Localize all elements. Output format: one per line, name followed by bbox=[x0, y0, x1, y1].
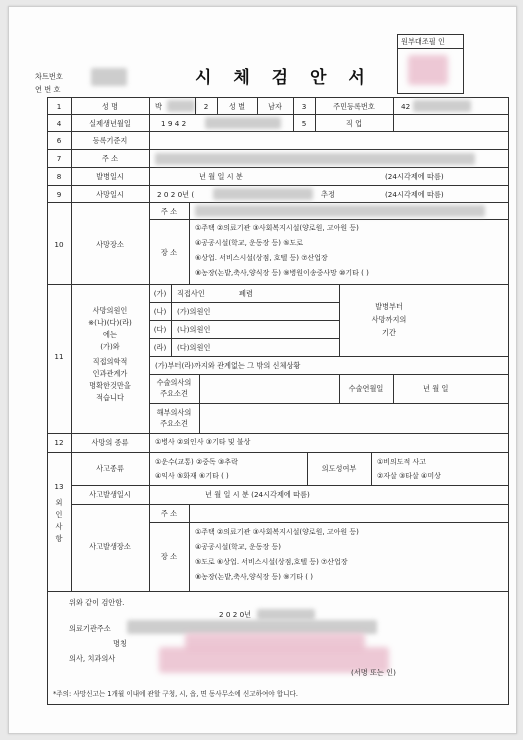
row-number: 12 bbox=[54, 438, 64, 447]
cause-na-marker: (나) bbox=[153, 307, 167, 316]
name-label: 성 명 bbox=[101, 102, 119, 111]
row-number: 13 bbox=[54, 482, 64, 491]
surgery-date-label: 수술연월일 bbox=[348, 384, 384, 393]
serial-number-label: 연 번 호 bbox=[35, 85, 61, 94]
interval-label-1: 발병부터 bbox=[375, 302, 403, 311]
redacted-death-date bbox=[213, 188, 313, 200]
death-place-address-label: 주 소 bbox=[160, 207, 178, 216]
death-place-options-4: ⑧농장(논밭,축사,양식장 등) ⑨병원이송중사망 ⑩기타 ( ) bbox=[195, 269, 369, 277]
accident-place-options-2: ④공공시설(학교, 운동장 등) bbox=[195, 543, 282, 551]
cause-ga-value: 폐렴 bbox=[239, 289, 253, 298]
birth-date-label: 실제생년월일 bbox=[89, 119, 131, 128]
occupation-label: 직 업 bbox=[345, 119, 363, 128]
redacted-id-number bbox=[413, 100, 471, 112]
death-place-options-2: ④공공시설(학교, 운동장 등) ⑤도로 bbox=[195, 239, 304, 247]
document-title: 시 체 검 안 서 bbox=[195, 68, 373, 88]
intent-label: 의도성여부 bbox=[321, 464, 357, 473]
death-date-value: 2 0 2 0년 ( bbox=[157, 190, 195, 199]
accident-place-label: 사고발생장소 bbox=[89, 542, 131, 551]
intent-options-2: ②자살 ③타살 ④미상 bbox=[377, 472, 441, 480]
row-number: 4 bbox=[56, 119, 62, 128]
death-place-type-label: 장 소 bbox=[160, 248, 178, 257]
cause-label-7: 명확한것만을 bbox=[89, 381, 131, 390]
cause-da-marker: (다) bbox=[153, 325, 167, 334]
institution-name-label: 명칭 bbox=[113, 639, 127, 648]
row-number: 5 bbox=[301, 119, 307, 128]
row-number: 9 bbox=[56, 190, 62, 199]
confirmation-statement: 위와 같이 검안함. bbox=[69, 598, 125, 607]
cause-label-6: 인과관계가 bbox=[92, 369, 128, 378]
accident-date-value: 년 월 일 시 분 (24시각제에 따름) bbox=[205, 490, 310, 499]
cause-da-label: (나)의원인 bbox=[177, 325, 211, 334]
redacted-death-place-address bbox=[195, 205, 485, 217]
interval-label-2: 사망까지의 bbox=[371, 315, 407, 324]
row-number: 1 bbox=[56, 102, 62, 111]
footer-notice: *주의: 사망신고는 1개월 이내에 관할 구청, 시, 읍, 면 동사무소에 신고하여야 합니다. bbox=[53, 690, 298, 698]
accident-place-type-label: 장 소 bbox=[160, 552, 178, 561]
external-side-label-1: 외 bbox=[55, 498, 63, 507]
registration-base-label: 등록기준지 bbox=[92, 136, 128, 145]
accident-place-options-3: ⑤도로 ⑥상업. 서비스시설(상점,호텔 등) ⑦산업장 bbox=[195, 558, 348, 566]
autopsy-findings-label-2: 주요소견 bbox=[160, 419, 188, 428]
death-place-label: 사망장소 bbox=[96, 240, 124, 249]
interval-label-3: 기간 bbox=[382, 328, 396, 337]
stamp-box bbox=[397, 34, 464, 94]
accident-place-options-1: ①주택 ②의료기관 ③사회복지시설(양로원, 고아원 등) bbox=[195, 528, 359, 536]
onset-24h-note: (24시각제에 따름) bbox=[385, 172, 444, 181]
external-side-label-2: 인 bbox=[55, 510, 63, 519]
row-number: 10 bbox=[54, 240, 64, 249]
cause-label-5: 직접의학적 bbox=[92, 357, 128, 366]
signature-note: (서명 또는 인) bbox=[351, 668, 396, 677]
birth-date-value: 1 9 4 2 bbox=[161, 119, 187, 128]
doctor-label: 의사, 치과의사 bbox=[69, 654, 116, 663]
id-number-label: 주민등록번호 bbox=[333, 102, 375, 111]
accident-place-options-4: ⑧농장(논밭,축사,양식장 등) ⑨기타 ( ) bbox=[195, 573, 313, 581]
accident-type-options-2: ④익사 ⑤화재 ⑥기타 ( ) bbox=[155, 472, 229, 480]
redacted-issue-date bbox=[257, 609, 315, 620]
address-label: 주 소 bbox=[101, 154, 119, 163]
cause-label-2: ※(나)(다)(라) bbox=[88, 318, 132, 327]
autopsy-findings-label-1: 해부의사의 bbox=[156, 408, 192, 417]
redacted-address bbox=[155, 153, 475, 165]
death-place-options-1: ①주택 ②의료기관 ③사회복지시설(양로원, 고아원 등) bbox=[195, 224, 359, 232]
official-stamp bbox=[408, 55, 448, 85]
row-number: 3 bbox=[301, 102, 307, 111]
row-number: 8 bbox=[56, 172, 62, 181]
stamp-label: 원부대조필 인 bbox=[401, 37, 445, 46]
cause-label-4: (가)와 bbox=[100, 342, 120, 351]
accident-address-label: 주 소 bbox=[160, 509, 178, 518]
certificate-paper bbox=[8, 6, 517, 734]
accident-type-label: 사고종류 bbox=[96, 464, 124, 473]
death-date-label: 사망일시 bbox=[96, 190, 124, 199]
surgery-findings-label-1: 수술의사의 bbox=[156, 378, 192, 387]
other-conditions-label: (가)부터(라)까지와 관계없는 그 밖의 신체상황 bbox=[155, 361, 301, 370]
cause-label-8: 적습니다 bbox=[96, 393, 124, 402]
chart-number-label: 차트번호 bbox=[35, 72, 63, 81]
onset-date-value: 년 월 일 시 분 bbox=[199, 172, 243, 181]
cause-label-3: 에는 bbox=[103, 330, 117, 339]
cause-ra-label: (다)의원인 bbox=[177, 343, 211, 352]
surgery-date-value: 년 월 일 bbox=[423, 384, 449, 393]
accident-type-options-1: ①운수(교통) ②중독 ③추락 bbox=[155, 458, 238, 466]
institution-address-label: 의료기관주소 bbox=[69, 624, 111, 633]
redacted-name bbox=[167, 100, 195, 112]
issue-year: 2 0 2 0년 bbox=[219, 610, 252, 619]
cause-na-label: (가)의원인 bbox=[177, 307, 211, 316]
sex-label: 성 별 bbox=[228, 102, 246, 111]
death-24h-note: (24시각제에 따름) bbox=[385, 190, 444, 199]
sex-value: 남자 bbox=[268, 102, 282, 111]
cause-ra-marker: (라) bbox=[153, 343, 167, 352]
intent-options-1: ①비의도적 사고 bbox=[377, 458, 427, 466]
onset-date-label: 발병일시 bbox=[96, 172, 124, 181]
death-type-options: ①병사 ②외인사 ③기타 및 불상 bbox=[155, 438, 251, 446]
row-number: 2 bbox=[203, 102, 209, 111]
id-number-value: 42 bbox=[401, 102, 411, 111]
row-number: 7 bbox=[56, 154, 62, 163]
redacted-chart-number bbox=[91, 68, 127, 86]
cause-ga-label: 직접사인 bbox=[177, 289, 205, 298]
estimated-label: 추정 bbox=[321, 190, 335, 199]
name-value: 박 bbox=[155, 102, 162, 111]
redacted-institution-address bbox=[127, 620, 377, 634]
surgery-findings-label-2: 주요소견 bbox=[160, 389, 188, 398]
cause-ga-marker: (가) bbox=[153, 289, 167, 298]
row-number: 6 bbox=[56, 136, 62, 145]
death-type-label: 사망의 종류 bbox=[91, 438, 129, 447]
accident-date-label: 사고발생일시 bbox=[89, 490, 131, 499]
row-number: 11 bbox=[54, 352, 64, 361]
redacted-birth-date bbox=[205, 117, 281, 129]
cause-label-1: 사망의원인 bbox=[92, 306, 128, 315]
external-side-label-4: 항 bbox=[55, 534, 63, 543]
death-place-options-3: ⑥상업. 서비스시설(상점, 호텔 등) ⑦산업장 bbox=[195, 254, 328, 262]
external-side-label-3: 사 bbox=[55, 522, 63, 531]
